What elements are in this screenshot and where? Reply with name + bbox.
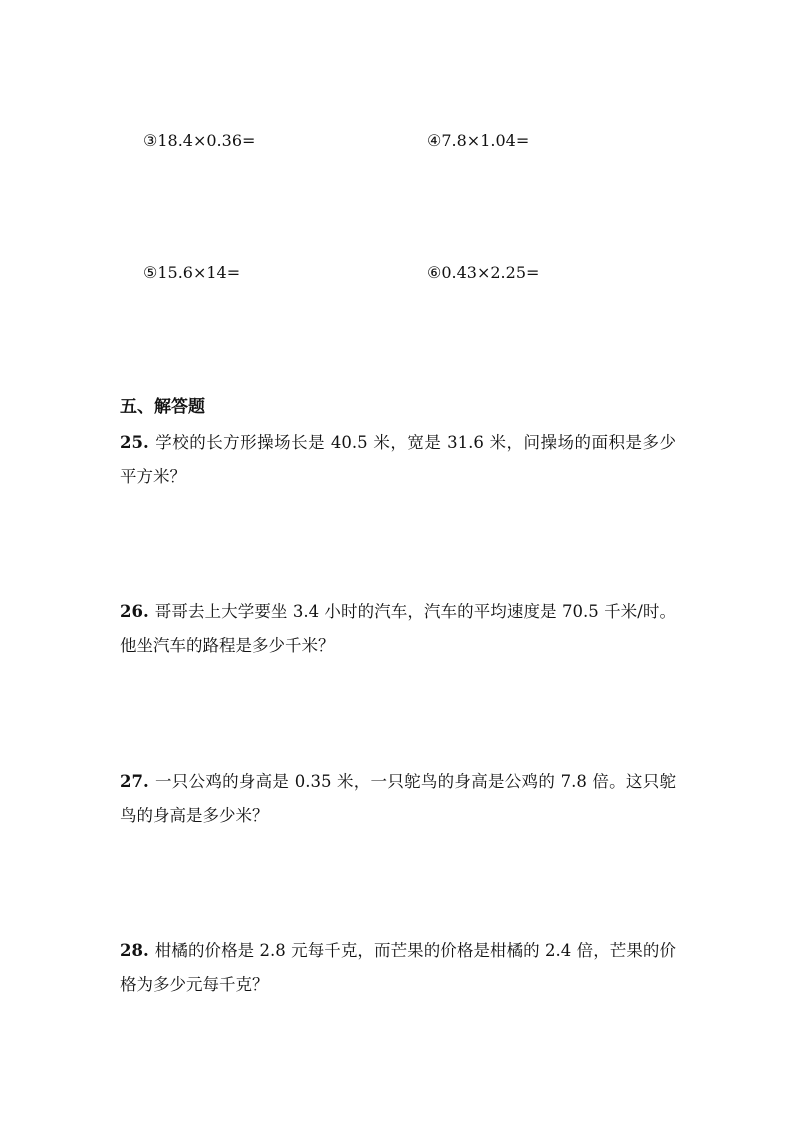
problem-number: 26. — [120, 602, 149, 621]
problem-number: 25. — [120, 433, 149, 452]
problem-number: 27. — [120, 772, 149, 791]
calculation-item-6: ⑥0.43×2.25= — [427, 263, 540, 282]
problem-text: 一只公鸡的身高是 0.35 米，一只鸵鸟的身高是公鸡的 7.8 倍。这只鸵鸟的身高是多少米？ — [120, 772, 676, 825]
section-title: 五、解答题 — [120, 397, 205, 417]
problem-text: 柑橘的价格是 2.8 元每千克，而芒果的价格是柑橘的 2.4 倍，芒果的价格为多少元每千克？ — [120, 941, 676, 994]
problem-28 — [120, 934, 676, 1002]
problem-number: 28. — [120, 941, 149, 960]
calculation-item-3: ③18.4×0.36= — [143, 131, 256, 150]
calculation-item-4: ④7.8×1.04= — [427, 131, 530, 150]
calculation-item-5: ⑤15.6×14= — [143, 263, 241, 282]
problem-25 — [120, 426, 676, 494]
problem-text: 学校的长方形操场长是 40.5 米，宽是 31.6 米，问操场的面积是多少平方米？ — [120, 433, 676, 486]
problem-26 — [120, 595, 676, 663]
problem-27 — [120, 765, 676, 833]
problem-text: 哥哥去上大学要坐 3.4 小时的汽车，汽车的平均速度是 70.5 千米/时。他坐汽车的路程是多少千米？ — [120, 602, 676, 655]
